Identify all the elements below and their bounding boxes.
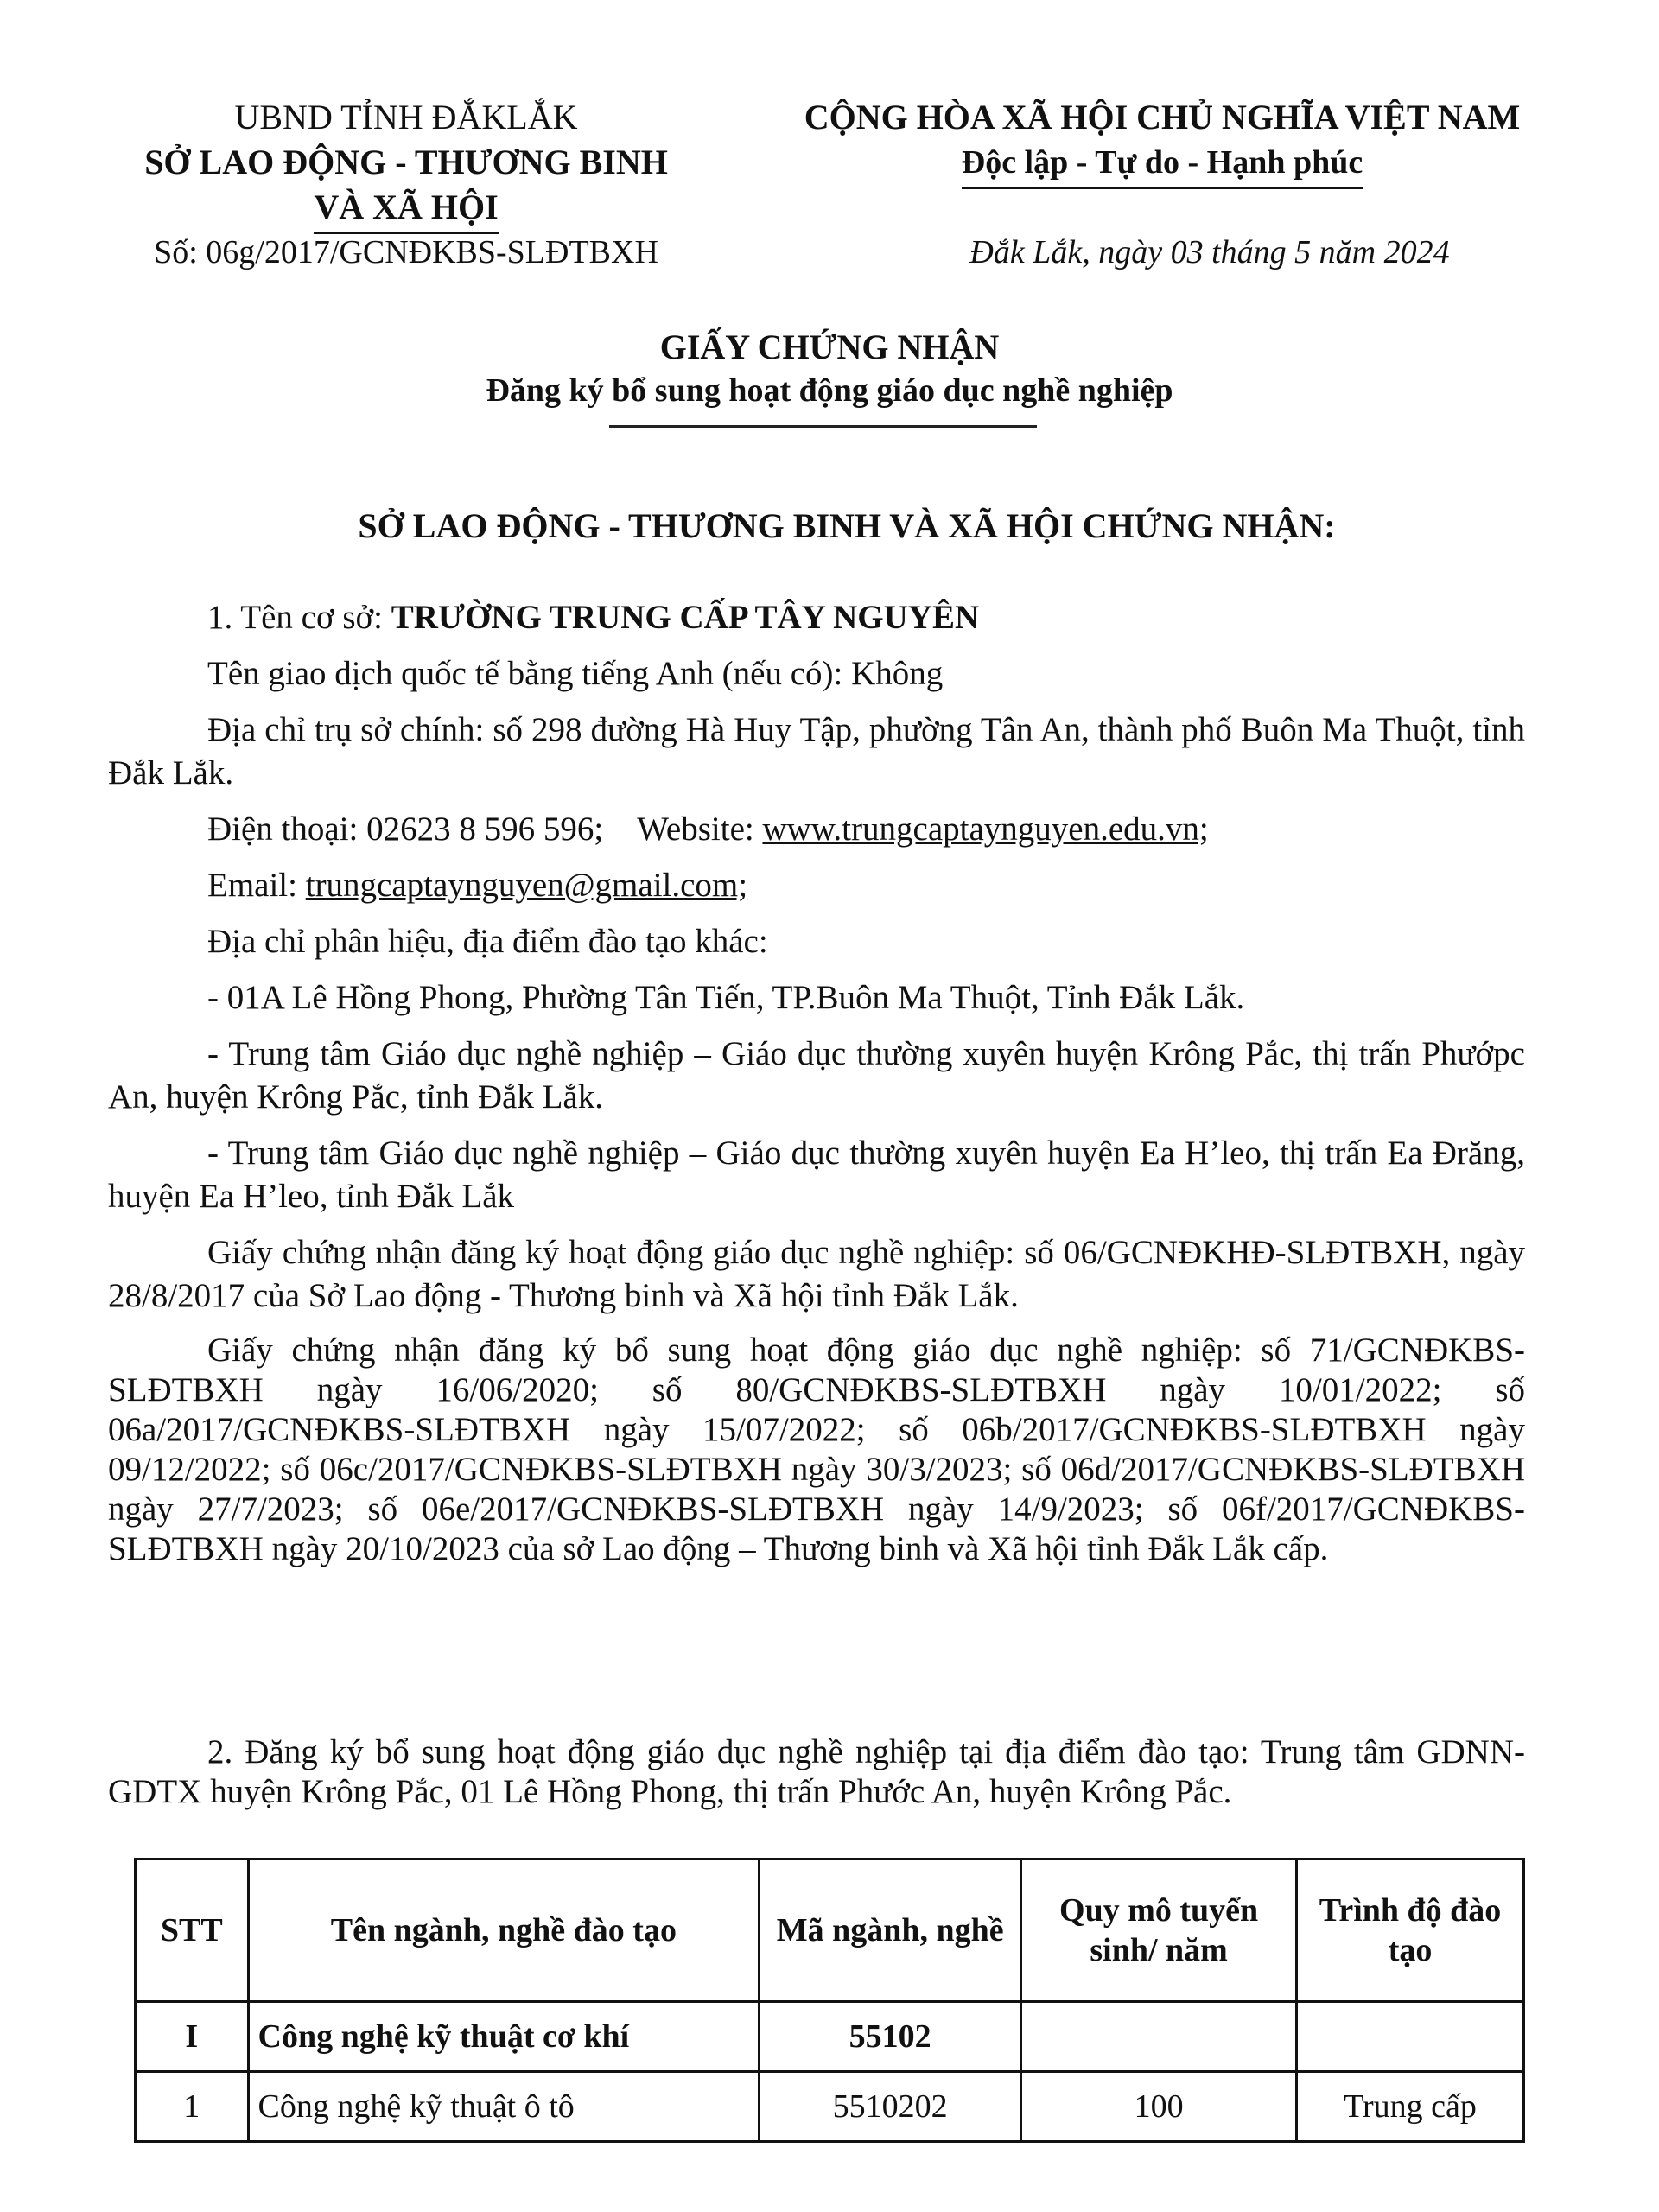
original-certificate: Giấy chứng nhận đăng ký hoạt động giáo dục nghề nghiệp: số 06/GCNĐKHĐ-SLĐTBXH, ngày 28/8/2017 của Sở Lao động - Thương binh và Xã hội tỉnh Đắk Lắk. (108, 1234, 1525, 1314)
cell-program-code: 55102 (760, 2002, 1021, 2072)
header-stt: STT (136, 1859, 249, 2002)
document-subtitle: Đăng ký bổ sung hoạt động giáo dục nghề nghiệp (486, 372, 1173, 409)
cell-stt: I (136, 2002, 249, 2072)
national-motto-block (726, 95, 1599, 189)
email-label: Email: (207, 867, 306, 904)
cell-level: Trung cấp (1297, 2072, 1524, 2142)
table-row (136, 2072, 1524, 2142)
issuer-province: UBND TỈNH ĐẮKLẮK (234, 98, 578, 137)
branch-item: - 01A Lê Hồng Phong, Phường Tân Tiến, TP.Buôn Ma Thuột, Tỉnh Đắk Lắk. (207, 979, 1245, 1016)
country-name: CỘNG HÒA XÃ HỘI CHỦ NGHĨA VIỆT NAM (804, 98, 1521, 137)
issuer-block (104, 95, 709, 234)
email-line (108, 864, 1525, 907)
institution-name-label: 1. Tên cơ sở: (207, 599, 391, 636)
document-title: GIẤY CHỨNG NHẬN (659, 327, 1000, 366)
cell-stt: 1 (136, 2072, 249, 2142)
issuer-department-cont: VÀ XÃ HỘI (314, 185, 498, 234)
cell-program-name: Công nghệ kỹ thuật cơ khí (248, 2002, 760, 2072)
phone: Điện thoại: 02623 8 596 596; (207, 810, 604, 848)
email-link[interactable]: trungcaptaynguyen@gmail.com; (305, 867, 748, 904)
section-1 (108, 596, 1525, 1569)
document-number: Số: 06g/2017/GCNĐKBS-SLĐTBXH (154, 234, 658, 270)
header-program-code: Mã ngành, nghề (760, 1859, 1021, 2002)
institution-name-line (108, 596, 1525, 639)
cell-program-name: Công nghệ kỹ thuật ô tô (248, 2072, 760, 2142)
cell-enrollment: 100 (1021, 2072, 1297, 2142)
main-address: Địa chỉ trụ sở chính: số 298 đường Hà Huy Tập, phường Tân An, thành phố Buôn Ma Thuột, tỉnh Đắk Lắk. (108, 711, 1525, 791)
section-2-text: 2. Đăng ký bổ sung hoạt động giáo dục nghề nghiệp tại địa điểm đào tạo: Trung tâm GDNN-GDTX huyện Krông Pắc, 01 Lê Hồng Phong, thị trấn Phước An, huyện Krông Pắc. (108, 1733, 1525, 1810)
motto: Độc lập - Tự do - Hạnh phúc (962, 140, 1363, 189)
subtitle-underline (609, 425, 1037, 428)
contact-line (108, 808, 1525, 851)
website-link[interactable]: www.trungcaptaynguyen.edu.vn; (762, 810, 1209, 848)
branch-item: - Trung tâm Giáo dục nghề nghiệp – Giáo dục thường xuyên huyện Ea H’leo, thị trấn Ea Đrăng, huyện Ea H’leo, tỉnh Đắk Lắk (108, 1135, 1525, 1215)
table-header-row (136, 1859, 1524, 2002)
table-row-group (136, 2002, 1524, 2072)
supplementary-certificates: Giấy chứng nhận đăng ký bổ sung hoạt động giáo dục nghề nghiệp: số 71/GCNĐKBS-SLĐTBXH ngày 16/06/2020; số 80/GCNĐKBS-SLĐTBXH ngày 10/01/2022; số 06a/2017/GCNĐKBS-SLĐTBXH ngày 15/07/2022; số 06b/2017/GCNĐKBS-SLĐTBXH ngày 09/12/2022; số 06c/2017/GCNĐKBS-SLĐTBXH ngày 30/3/2023; số 06d/2017/GCNĐKBS-SLĐTBXH ngày 27/7/2023; số 06e/2017/GCNĐKBS-SLĐTBXH ngày 14/9/2023; số 06f/2017/GCNĐKBS-SLĐTBXH ngày 20/10/2023 của sở Lao động – Thương binh và Xã hội tỉnh Đắk Lắk cấp. (108, 1332, 1525, 1567)
branch-item: - Trung tâm Giáo dục nghề nghiệp – Giáo dục thường xuyên huyện Krông Pắc, thị trấn Phướpc An, huyện Krông Pắc, tỉnh Đắk Lắk. (108, 1035, 1525, 1116)
header-enrollment: Quy mô tuyển sinh/ năm (1021, 1859, 1297, 2002)
international-name: Tên giao dịch quốc tế bằng tiếng Anh (nếu có): Không (207, 655, 944, 692)
header-program-name: Tên ngành, nghề đào tạo (248, 1859, 760, 2002)
programs-table (134, 1858, 1525, 2143)
cell-level (1297, 2002, 1524, 2072)
branches-label: Địa chỉ phân hiệu, địa điểm đào tạo khác: (207, 923, 768, 960)
certification-heading: SỞ LAO ĐỘNG - THƯƠNG BINH VÀ XÃ HỘI CHỨNG NHẬN: (358, 506, 1336, 545)
header-level: Trình độ đào tạo (1297, 1859, 1524, 2002)
cell-enrollment (1021, 2002, 1297, 2072)
issuer-department: SỞ LAO ĐỘNG - THƯƠNG BINH (144, 143, 668, 181)
document-date: Đắk Lắk, ngày 03 tháng 5 năm 2024 (969, 234, 1450, 270)
website-label: Website: (637, 810, 763, 848)
institution-name: TRƯỜNG TRUNG CẤP TÂY NGUYÊN (391, 599, 980, 636)
section-2 (108, 1732, 1525, 1812)
cell-program-code: 5510202 (760, 2072, 1021, 2142)
